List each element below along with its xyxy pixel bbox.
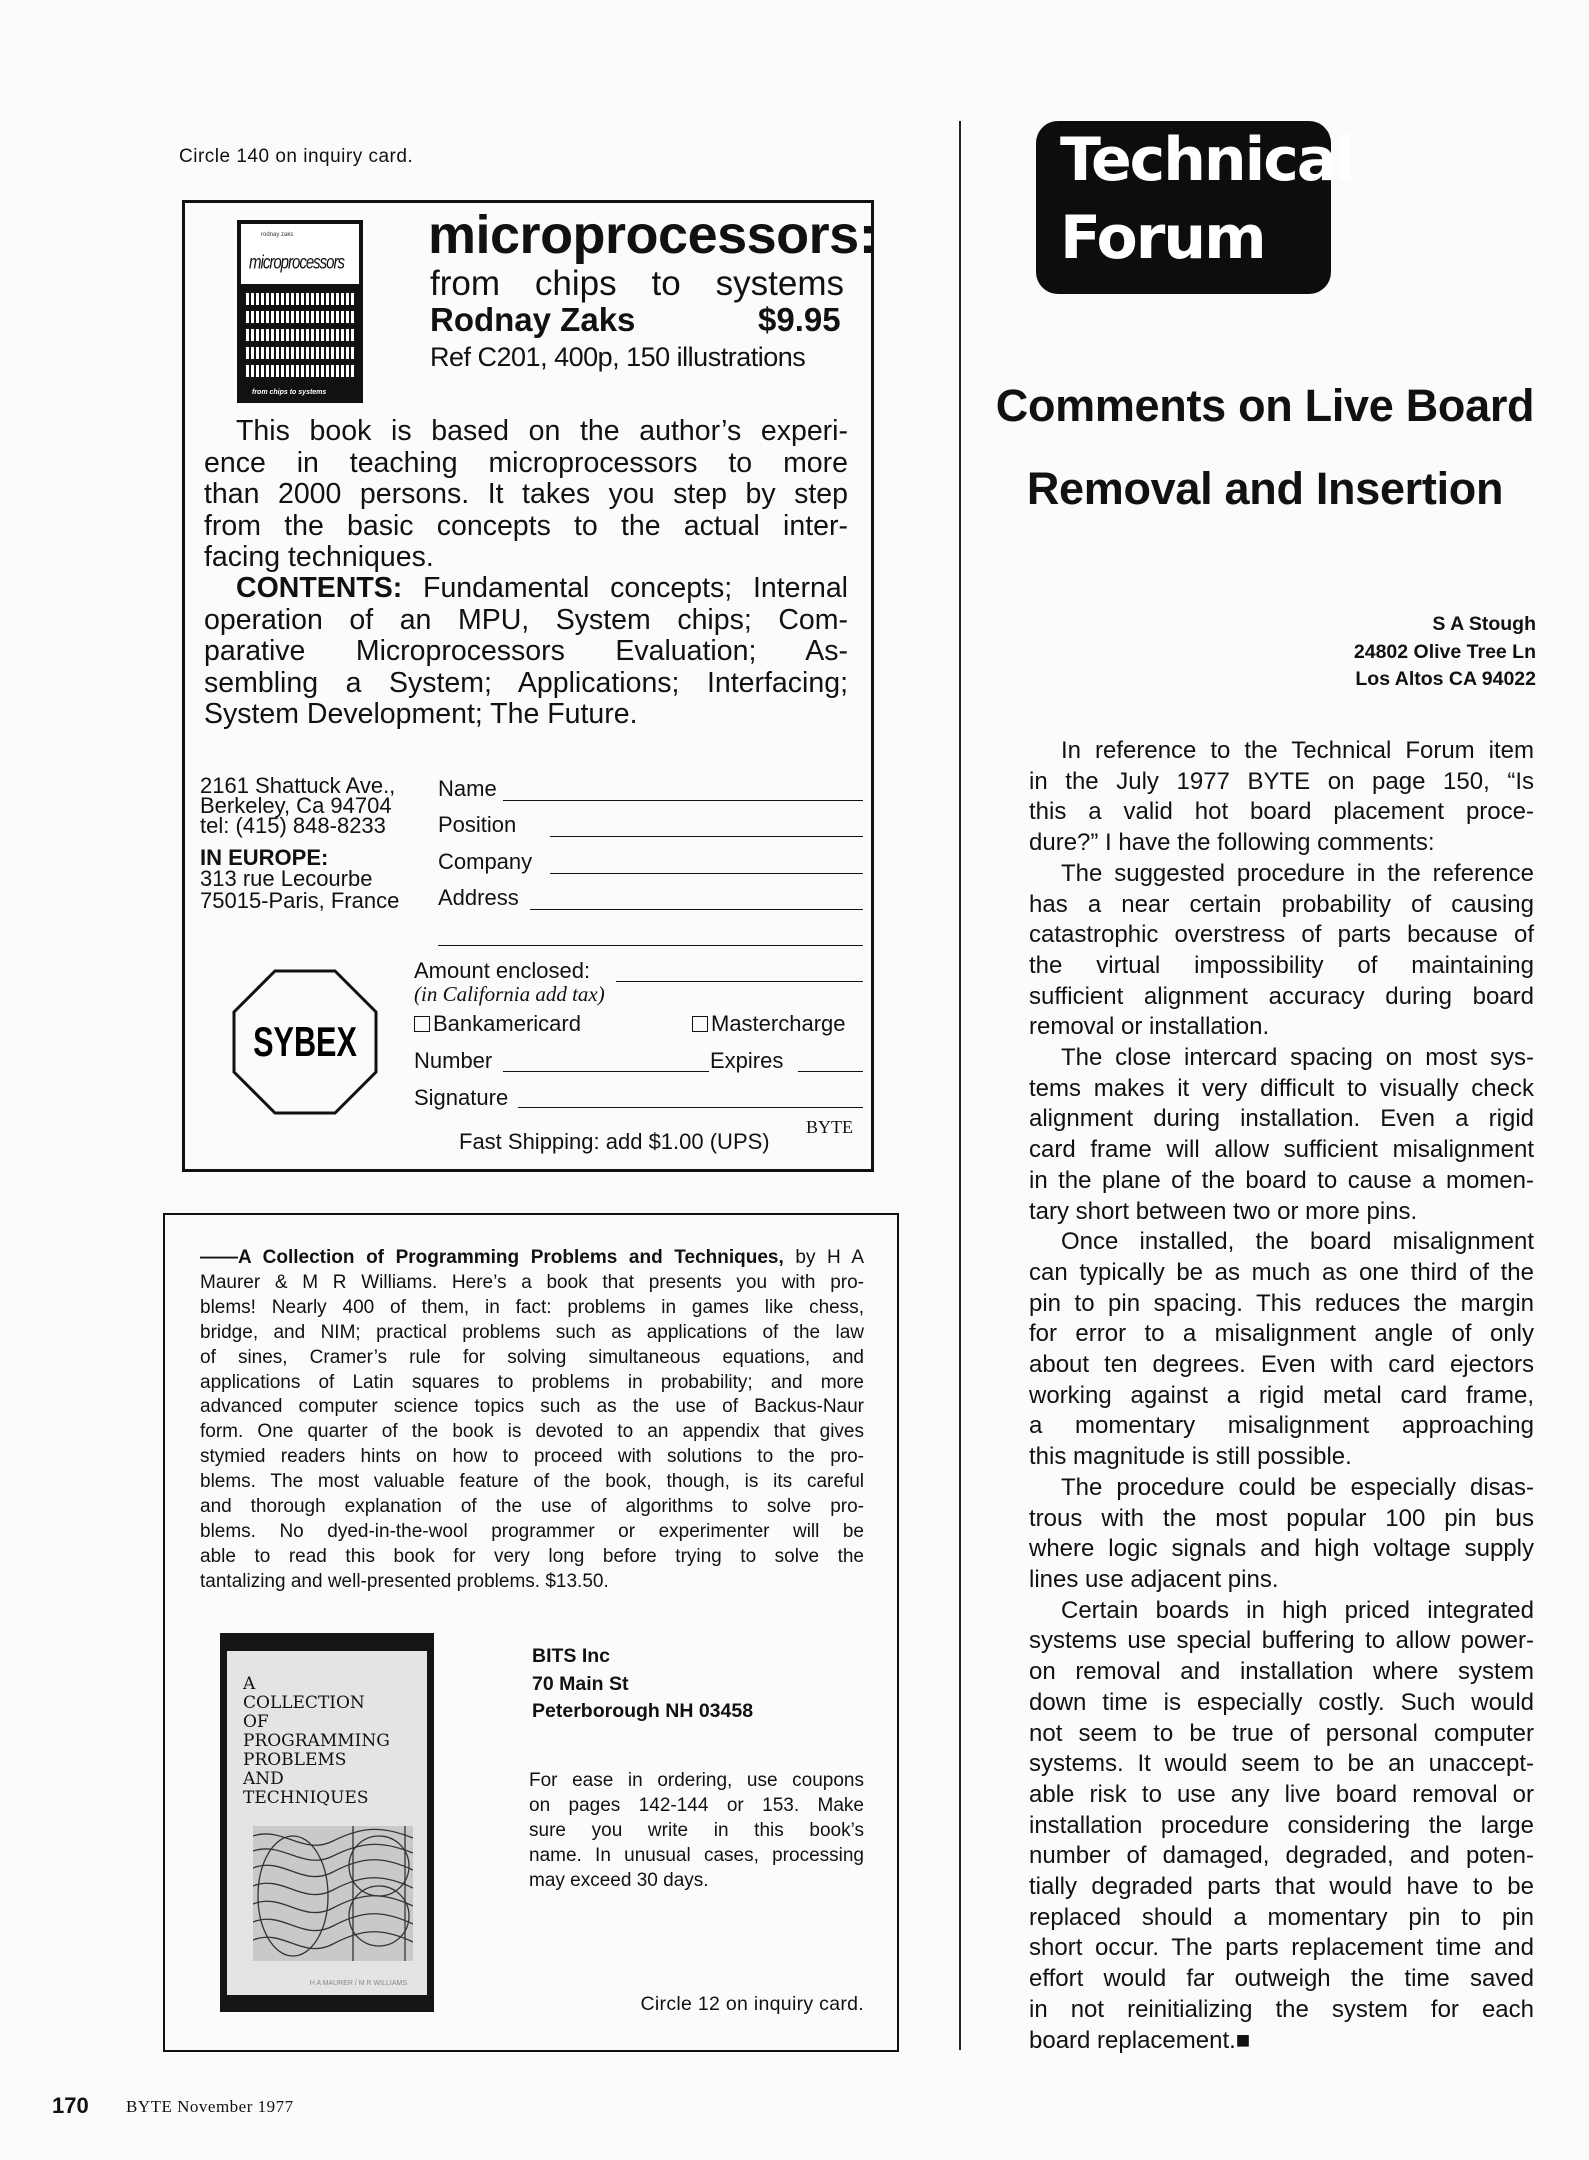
paragraph-line: In reference to the Technical Forum item bbox=[1061, 737, 1534, 764]
paragraph-line: for error to a misalignment angle of only bbox=[1029, 1320, 1534, 1348]
cover-title-line: COLLECTION bbox=[243, 1693, 365, 1713]
ad-description bbox=[204, 416, 848, 574]
position-field[interactable] bbox=[550, 836, 863, 837]
description-line: tantalizing and well-presented problems. $13.50. bbox=[200, 1570, 609, 1592]
paragraph-line: sufficient alignment accuracy during board bbox=[1029, 982, 1534, 1010]
publisher-line: BITS Inc bbox=[532, 1645, 611, 1667]
circle-note: Circle 140 on inquiry card. bbox=[179, 146, 414, 167]
description-line: bridge, and NIM; practical problems such as applications of the law bbox=[200, 1321, 864, 1343]
description-line: and thorough explanation of the use of algorithms to solve pro- bbox=[200, 1496, 864, 1518]
contents-line bbox=[204, 573, 848, 605]
paragraph-line: can typically be as much as one third of the bbox=[1029, 1258, 1534, 1286]
paragraph-line: effort would far outweigh the time saved bbox=[1029, 1965, 1534, 1993]
company-label: Company bbox=[438, 849, 533, 874]
europe-label: IN EUROPE: bbox=[200, 845, 329, 870]
cover-artwork bbox=[253, 1826, 413, 1961]
paragraph-line: where logic signals and high voltage supply bbox=[1029, 1535, 1534, 1563]
order-line: sure you write in this book’s bbox=[529, 1820, 864, 1841]
paragraph-line: tially degraded parts that would have to be bbox=[1029, 1873, 1534, 1901]
publisher-line: 70 Main St bbox=[532, 1672, 629, 1695]
ad-price: $9.95 bbox=[758, 301, 841, 338]
paragraph-line: this magnitude is still possible. bbox=[1029, 1443, 1352, 1471]
paragraph-line: a momentary misalignment approaching bbox=[1029, 1412, 1534, 1440]
paragraph-line: trous with the most popular 100 pin bus bbox=[1029, 1504, 1534, 1532]
mastercharge-label: Mastercharge bbox=[711, 1011, 846, 1036]
paragraph-line: able risk to use any live board removal or bbox=[1029, 1780, 1534, 1808]
page-number: 170 bbox=[52, 2093, 89, 2118]
paragraph-line: catastrophic overstress of parts because of bbox=[1029, 921, 1534, 949]
contents-line: sembling a System; Applications; Interfacing; bbox=[204, 666, 848, 699]
shipping-note: Fast Shipping: add $1.00 (UPS) bbox=[459, 1129, 770, 1154]
paragraph-line: this a valid hot board placement proce- bbox=[1029, 798, 1534, 826]
address-line: 313 rue Lecourbe bbox=[200, 866, 373, 891]
author-line: Los Altos CA 94022 bbox=[1355, 668, 1536, 690]
author-line: S A Stough bbox=[1432, 613, 1536, 635]
paragraph-line: on removal and installation where system bbox=[1029, 1658, 1534, 1686]
contents-line: parative Microprocessors Evaluation; As- bbox=[204, 635, 848, 667]
book-cover-programming-problems bbox=[220, 1633, 434, 2012]
contents-label: CONTENTS: bbox=[236, 572, 403, 604]
article-body bbox=[1029, 736, 1534, 2056]
description-line: blems! Nearly 400 of them, in fact: problems in games like chess, bbox=[200, 1296, 864, 1318]
description-line: from the basic concepts to the actual inter- bbox=[204, 509, 848, 542]
address-field-2[interactable] bbox=[438, 945, 863, 946]
author-line: 24802 Olive Tree Ln bbox=[1353, 640, 1536, 663]
description-line: stymied readers hints on how to proceed with solutions to the pro- bbox=[200, 1446, 864, 1468]
contents-line: operation of an MPU, System chips; Com- bbox=[204, 603, 848, 636]
europe-address bbox=[200, 868, 399, 912]
address-line: tel: (415) 848-8233 bbox=[200, 813, 386, 838]
article-title-line-1: Comments on Live Board bbox=[995, 380, 1535, 431]
paragraph-line: not seem to be true of personal computer bbox=[1029, 1719, 1534, 1747]
logo-line: Technical bbox=[1060, 125, 1354, 195]
description-line: blems. The most valuable feature of the book, though, is its careful bbox=[200, 1471, 864, 1493]
order-line: For ease in ordering, use coupons bbox=[529, 1770, 864, 1791]
position-label: Position bbox=[438, 812, 517, 837]
address-line: 2161 Shattuck Ave., bbox=[200, 773, 396, 798]
bits-title-line bbox=[200, 1246, 864, 1271]
ad-headline: microprocessors: bbox=[428, 205, 877, 265]
name-field[interactable] bbox=[503, 800, 863, 801]
bits-book-title: ——A Collection of Programming Problems and Techniques, bbox=[200, 1247, 784, 1268]
technical-forum-logo bbox=[1036, 121, 1354, 294]
description-line: This book is based on the author’s experi- bbox=[236, 415, 848, 447]
paragraph-line: replaced should a momentary pin to pin bbox=[1029, 1903, 1534, 1931]
address-label: Address bbox=[438, 885, 519, 910]
paragraph-line: in not reinitializing the system for each bbox=[1029, 1995, 1534, 2023]
paragraph-line: pin to pin spacing. This reduces the margin bbox=[1029, 1289, 1534, 1317]
ad-subtitle: from chips to systems bbox=[430, 264, 844, 303]
amount-field[interactable] bbox=[616, 981, 863, 982]
number-field[interactable] bbox=[503, 1071, 709, 1072]
paragraph-line: short occur. The parts replacement time and bbox=[1029, 1934, 1534, 1962]
paragraph-line: has a near certain probability of causing bbox=[1029, 890, 1534, 918]
publication-info: BYTE November 1977 bbox=[126, 2097, 294, 2116]
bankamericard-checkbox[interactable] bbox=[414, 1011, 581, 1037]
sybex-logo bbox=[232, 969, 378, 1115]
article-title-line-2: Removal and Insertion bbox=[1026, 463, 1504, 514]
cover-title-line: OF bbox=[243, 1712, 269, 1732]
name-label: Name bbox=[438, 776, 497, 801]
paragraph-line: Certain boards in high priced integrated bbox=[1061, 1596, 1534, 1624]
publisher-address bbox=[532, 1643, 753, 1726]
checkbox-icon[interactable] bbox=[692, 1016, 708, 1032]
paragraph-line: number of damaged, degraded, and poten- bbox=[1029, 1842, 1534, 1870]
paragraph-line: in the plane of the board to cause a momen- bbox=[1029, 1166, 1534, 1194]
paragraph-line: The suggested procedure in the reference bbox=[1061, 859, 1534, 887]
paragraph-line: about ten degrees. Even with card ejectors bbox=[1029, 1351, 1534, 1379]
paragraph-line: Once installed, the board misalignment bbox=[1061, 1228, 1534, 1256]
paragraph-line: down time is especially costly. Such would bbox=[1029, 1688, 1534, 1716]
paragraph-line: tems makes it very difficult to visually check bbox=[1029, 1074, 1534, 1102]
byte-tag: BYTE bbox=[806, 1117, 853, 1137]
signature-field[interactable] bbox=[518, 1107, 863, 1108]
cover-title: microprocessors bbox=[249, 251, 345, 274]
cover-subtitle: from chips to systems bbox=[252, 389, 327, 396]
order-line: may exceed 30 days. bbox=[529, 1870, 709, 1891]
description-line: advanced computer science topics such as the use of Backus-Naur bbox=[200, 1396, 864, 1418]
description-line: ence in teaching microprocessors to more bbox=[204, 446, 848, 479]
paragraph-line: lines use adjacent pins. bbox=[1029, 1565, 1279, 1593]
bits-description bbox=[200, 1246, 864, 1595]
paragraph-line: installation procedure considering the large bbox=[1029, 1811, 1534, 1839]
description-line: facing techniques. bbox=[204, 541, 434, 573]
book-cover-microprocessors bbox=[237, 220, 363, 403]
signature-label: Signature bbox=[414, 1085, 509, 1110]
expires-label: Expires bbox=[710, 1048, 784, 1073]
paragraph-line: the virtual impossibility of maintaining bbox=[1029, 951, 1534, 979]
sybex-address bbox=[200, 773, 396, 838]
paragraph-line: board replacement.■ bbox=[1029, 2026, 1251, 2054]
amount-label: Amount enclosed: bbox=[414, 958, 591, 983]
paragraph-line: removal or installation. bbox=[1029, 1013, 1270, 1041]
description-line: blems. No dyed-in-the-wool programmer or experimenter will be bbox=[200, 1520, 864, 1542]
article-author bbox=[1354, 611, 1536, 694]
address-line: Berkeley, Ca 94704 bbox=[200, 793, 392, 818]
description-line: than 2000 persons. It takes you step by step bbox=[204, 478, 848, 510]
contents-text: Fundamental concepts; Internal bbox=[402, 572, 848, 604]
bits-title-rest: by H A bbox=[783, 1247, 864, 1268]
description-line: form. One quarter of the book is devoted to an appendix that gives bbox=[200, 1421, 864, 1443]
paragraph-line: The procedure could be especially disas- bbox=[1061, 1473, 1534, 1501]
circle-note-bits: Circle 12 on inquiry card. bbox=[640, 1993, 864, 2015]
expires-field[interactable] bbox=[798, 1071, 863, 1072]
description-line: of sines, Cramer’s rule for solving simultaneous equations, and bbox=[200, 1346, 864, 1368]
ad-ref: Ref C201, 400p, 150 illustrations bbox=[430, 342, 806, 372]
description-line: applications of Latin squares to problems in probability; and more bbox=[200, 1371, 864, 1393]
paragraph-line: dure?” I have the following comments: bbox=[1029, 829, 1435, 857]
cover-author: rodnay zaks bbox=[261, 232, 294, 238]
number-label: Number bbox=[414, 1048, 493, 1073]
description-line: Maurer & M R Williams. Here’s a book that presents you with pro- bbox=[200, 1271, 864, 1293]
paragraph-line: working against a rigid metal card frame, bbox=[1029, 1381, 1534, 1409]
publisher-line: Peterborough NH 03458 bbox=[532, 1700, 754, 1722]
description-line: able to read this book for very long before trying to solve the bbox=[200, 1545, 864, 1567]
order-line: on pages 142-144 or 153. Make bbox=[529, 1795, 864, 1816]
column-divider bbox=[959, 121, 961, 2050]
mastercharge-checkbox[interactable] bbox=[692, 1011, 846, 1037]
cover-title-line: PROBLEMS bbox=[243, 1750, 347, 1770]
checkbox-icon[interactable] bbox=[414, 1016, 430, 1032]
order-info bbox=[529, 1768, 864, 1893]
paragraph-line: systems use special buffering to allow power- bbox=[1029, 1627, 1534, 1655]
order-line: name. In unusual cases, processing bbox=[529, 1845, 864, 1866]
address-line: 75015-Paris, France bbox=[200, 888, 400, 913]
address-field[interactable] bbox=[530, 909, 863, 910]
ad-contents bbox=[204, 573, 848, 731]
cover-title bbox=[243, 1675, 390, 1808]
ad-author: Rodnay Zaks bbox=[430, 301, 636, 338]
cover-title-line: TECHNIQUES bbox=[243, 1788, 369, 1808]
paragraph-line: card frame will allow sufficient misalignment bbox=[1029, 1136, 1534, 1164]
paragraph-line: alignment during installation. Even a rigid bbox=[1029, 1105, 1534, 1133]
company-field[interactable] bbox=[550, 873, 863, 874]
svg-text:SYBEX: SYBEX bbox=[253, 1018, 357, 1065]
tax-note: (in California add tax) bbox=[414, 982, 605, 1006]
paragraph-line: systems. It would seem to be an unaccept- bbox=[1029, 1750, 1534, 1778]
cover-title-line: A bbox=[243, 1674, 256, 1694]
contents-line: System Development; The Future. bbox=[204, 698, 638, 730]
paragraph-line: tary short between two or more pins. bbox=[1029, 1197, 1418, 1225]
cover-title-line: AND bbox=[243, 1769, 284, 1789]
cover-title-line: PROGRAMMING bbox=[243, 1731, 390, 1751]
bankamericard-label: Bankamericard bbox=[433, 1011, 581, 1036]
paragraph-line: The close intercard spacing on most sys- bbox=[1061, 1044, 1534, 1072]
logo-line: Forum bbox=[1060, 203, 1265, 273]
paragraph-line: in the July 1977 BYTE on page 150, “Is bbox=[1029, 767, 1534, 795]
cover-authors: H A MAURER / M R WILLIAMS bbox=[309, 1980, 407, 1987]
